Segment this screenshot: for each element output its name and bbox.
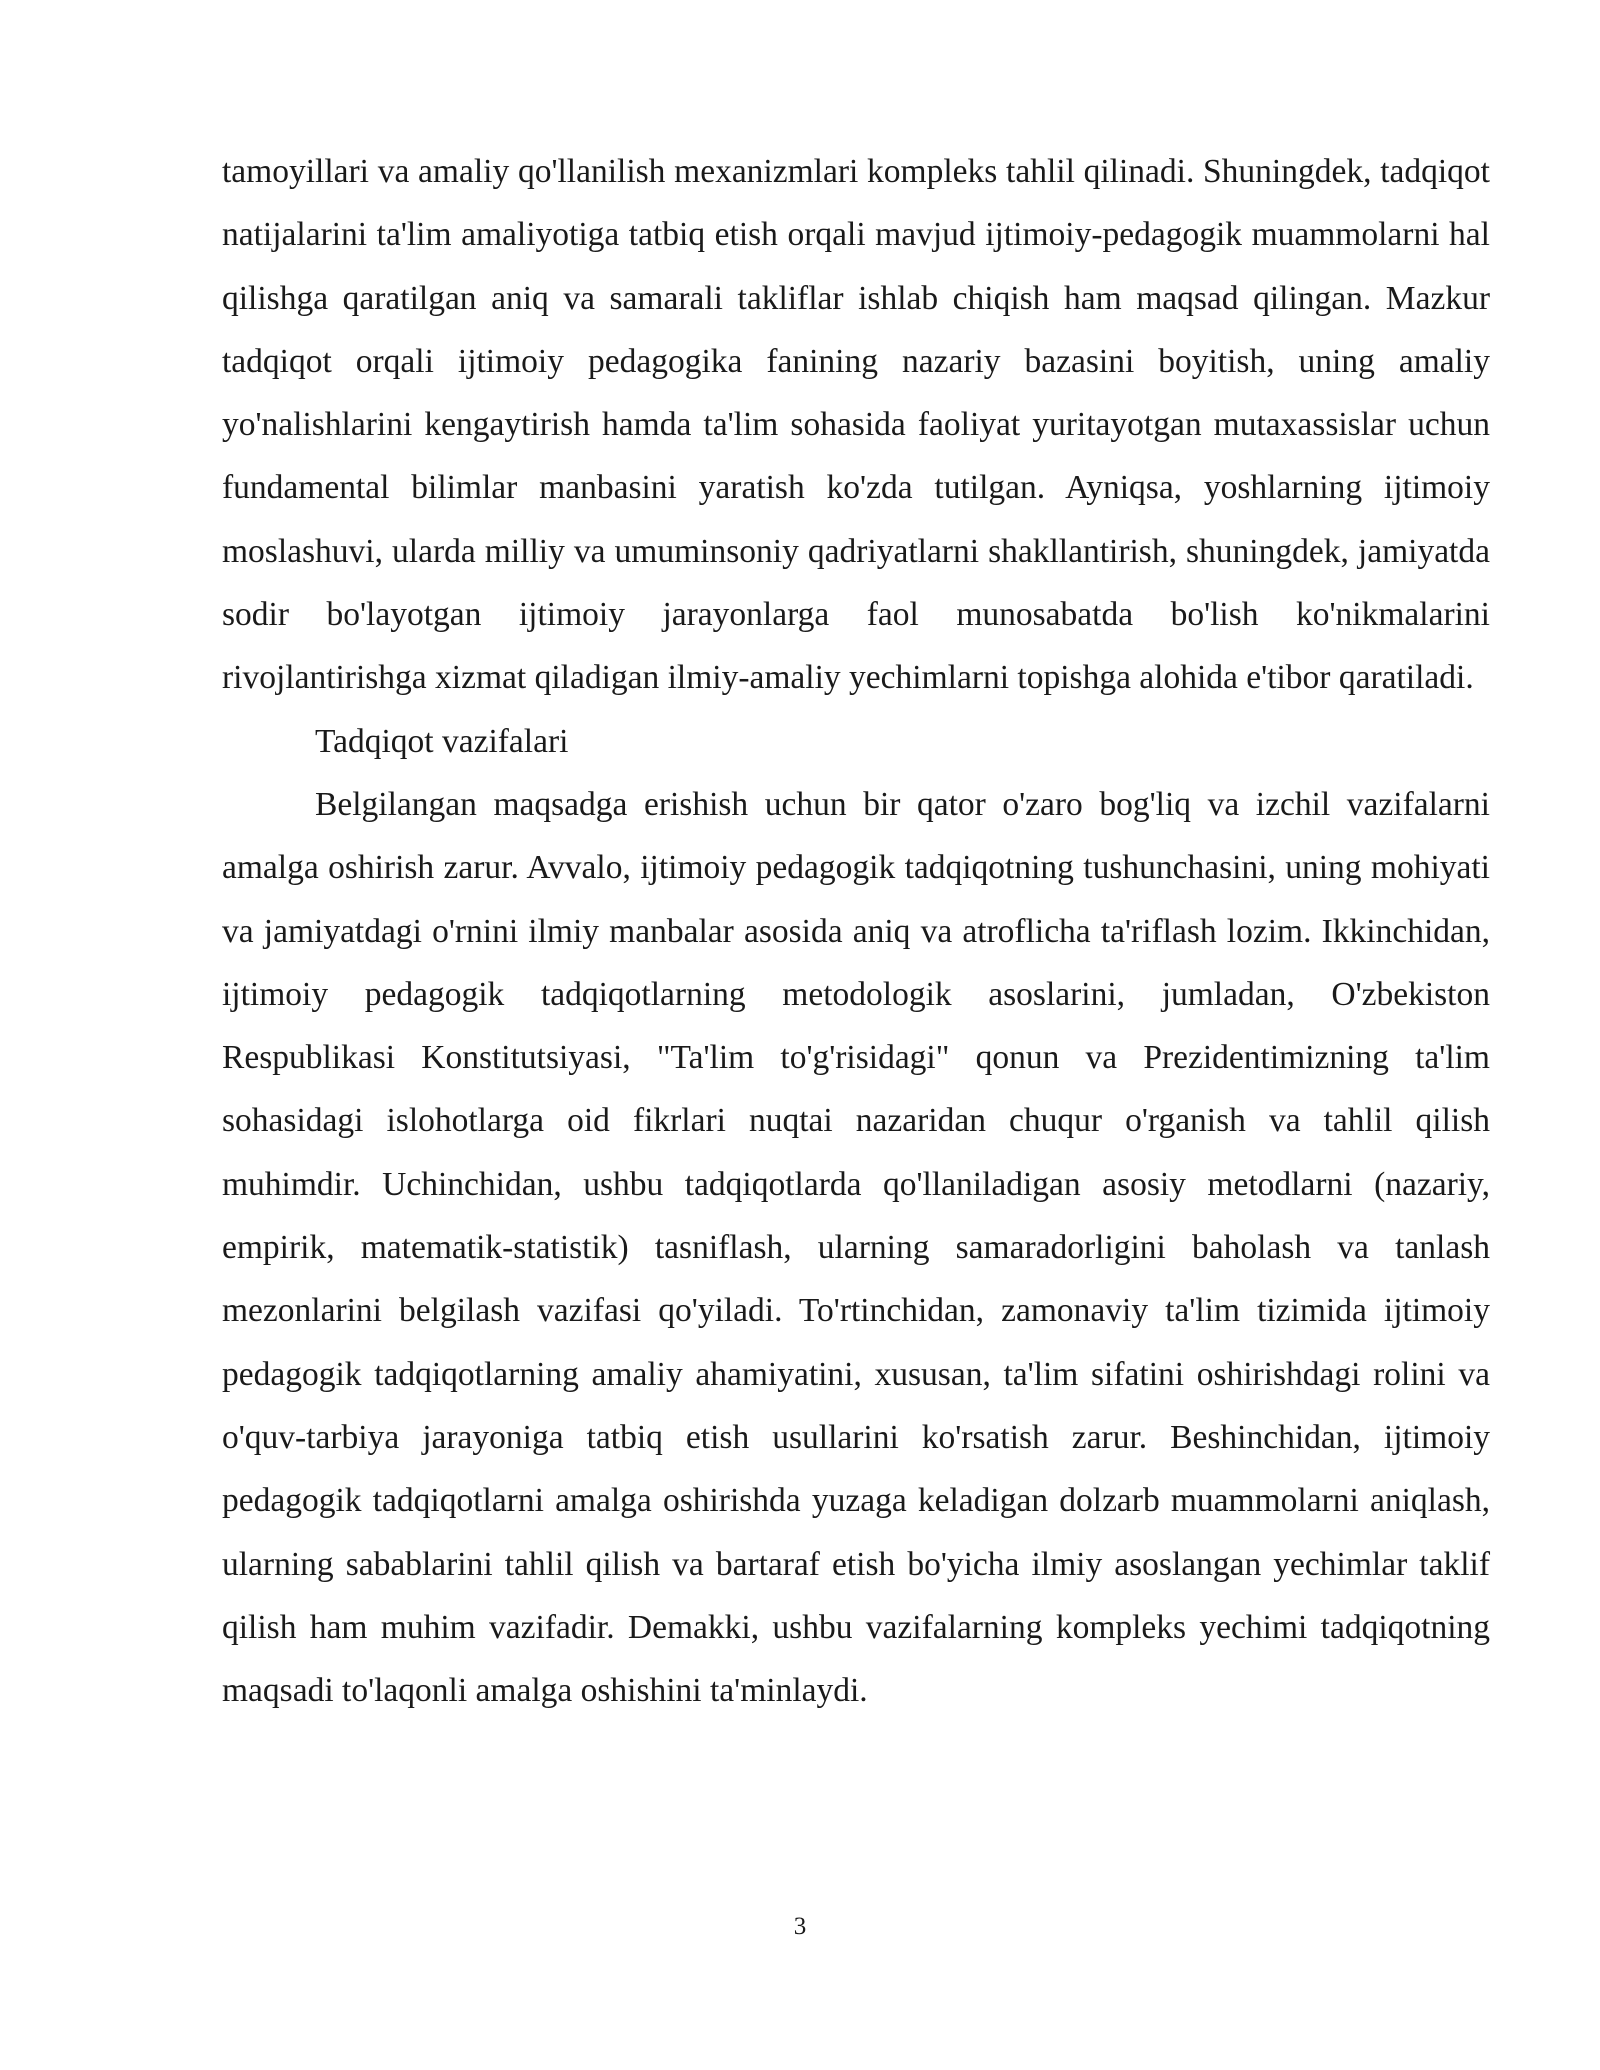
document-body xyxy=(222,140,1490,1722)
paragraph-tasks: Belgilangan maqsadga erishish uchun bir qator o'zaro bog'liq va izchil vazifalarni amalga oshirish zarur. Avvalo, ijtimoiy pedagogik tadqiqotning tushunchasini, uning mohiyati va jamiyatdagi o'rnini ilmiy manbalar asosida aniq va atroflicha ta'riflash lozim. Ikkinchidan, ijtimoiy pedagogik tadqiqotlarning metodologik asoslarini, jumladan, O'zbekiston Respublikasi Konstitutsiyasi, "Ta'lim to'g'risidagi" qonun va Prezidentimizning ta'lim sohasidagi islohotlarga oid fikrlari nuqtai nazaridan chuqur o'rganish va tahlil qilish muhimdir. Uchinchidan, ushbu tadqiqotlarda qo'llaniladigan asosiy metodlarni (nazariy, empirik, matematik-statistik) tasniflash, ularning samaradorligini baholash va tanlash mezonlarini belgilash vazifasi qo'yiladi. To'rtinchidan, zamonaviy ta'lim tizimida ijtimoiy pedagogik tadqiqotlarning amaliy ahamiyatini, xususan, ta'lim sifatini oshirishdagi rolini va o'quv-tarbiya jarayoniga tatbiq etish usullarini ko'rsatish zarur. Beshinchidan, ijtimoiy pedagogik tadqiqotlarni amalga oshirishda yuzaga keladigan dolzarb muammolarni aniqlash, ularning sabablarini tahlil qilish va bartaraf etish bo'yicha ilmiy asoslangan yechimlar taklif qilish ham muhim vazifadir. Demakki, ushbu vazifalarning kompleks yechimi tadqiqotning maqsadi to'laqonli amalga oshishini ta'minlaydi. xyxy=(222,785,1490,1710)
paragraph-continued: tamoyillari va amaliy qo'llanilish mexanizmlari kompleks tahlil qilinadi. Shuningdek, tadqiqot natijalarini ta'lim amaliyotiga tatbiq etish orqali mavjud ijtimoiy-pedagogik muammolarni hal qilishga qaratilgan aniq va samarali takliflar ishlab chiqish ham maqsad qilingan. Mazkur tadqiqot orqali ijtimoiy pedagogika fanining nazariy bazasini boyitish, uning amaliy yo'nalishlarini kengaytirish hamda ta'lim sohasida faoliyat yuritayotgan mutaxassislar uchun fundamental bilimlar manbasini yaratish ko'zda tutilgan. Ayniqsa, yoshlarning ijtimoiy moslashuvi, ularda milliy va umuminsoniy qadriyatlarni shakllantirish, shuningdek, jamiyatda sodir bo'layotgan ijtimoiy jarayonlarga faol munosabatda bo'lish ko'nikmalarini rivojlantirishga xizmat qiladigan ilmiy-amaliy yechimlarni topishga alohida e'tibor qaratiladi. xyxy=(222,153,1490,697)
page-number: 3 xyxy=(793,1913,807,1940)
section-heading: Tadqiqot vazifalari xyxy=(315,722,569,760)
